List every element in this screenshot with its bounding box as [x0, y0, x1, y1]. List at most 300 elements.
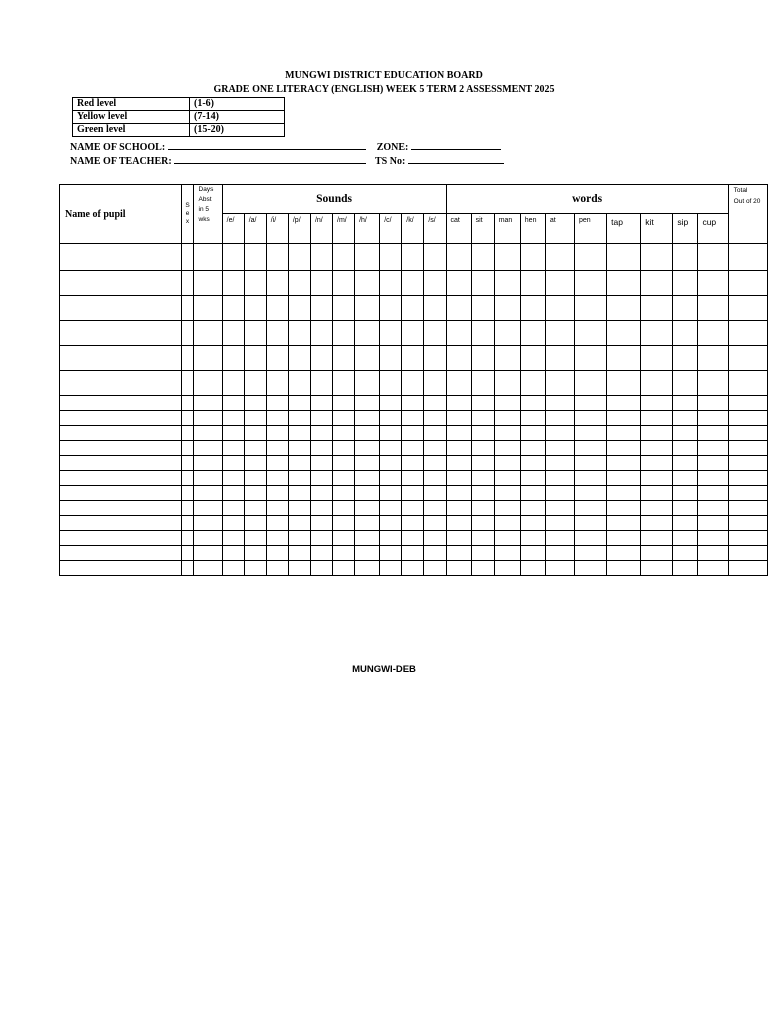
score-cell[interactable] [545, 501, 574, 516]
score-cell[interactable] [193, 486, 222, 501]
pupil-name-cell[interactable] [60, 426, 182, 441]
score-cell[interactable] [182, 456, 193, 471]
score-cell[interactable] [182, 546, 193, 561]
score-cell[interactable] [520, 321, 545, 346]
score-cell[interactable] [494, 501, 520, 516]
score-cell[interactable] [266, 244, 288, 271]
score-cell[interactable] [607, 296, 641, 321]
score-cell[interactable] [494, 244, 520, 271]
score-cell[interactable] [728, 561, 767, 576]
score-cell[interactable] [698, 296, 728, 321]
score-cell[interactable] [641, 441, 673, 456]
score-cell[interactable] [355, 271, 380, 296]
score-cell[interactable] [182, 486, 193, 501]
score-cell[interactable] [222, 441, 244, 456]
score-cell[interactable] [266, 531, 288, 546]
score-cell[interactable] [380, 561, 402, 576]
score-cell[interactable] [266, 371, 288, 396]
score-cell[interactable] [545, 471, 574, 486]
score-cell[interactable] [355, 396, 380, 411]
score-cell[interactable] [424, 486, 446, 501]
score-cell[interactable] [641, 426, 673, 441]
score-cell[interactable] [574, 296, 606, 321]
score-cell[interactable] [266, 441, 288, 456]
score-cell[interactable] [310, 561, 332, 576]
score-cell[interactable] [545, 321, 574, 346]
score-cell[interactable] [182, 471, 193, 486]
teacher-field[interactable] [174, 155, 366, 164]
score-cell[interactable] [494, 471, 520, 486]
score-cell[interactable] [288, 321, 310, 346]
score-cell[interactable] [310, 396, 332, 411]
score-cell[interactable] [673, 456, 698, 471]
score-cell[interactable] [424, 501, 446, 516]
score-cell[interactable] [288, 561, 310, 576]
score-cell[interactable] [728, 271, 767, 296]
score-cell[interactable] [182, 346, 193, 371]
score-cell[interactable] [244, 271, 266, 296]
score-cell[interactable] [244, 244, 266, 271]
score-cell[interactable] [607, 486, 641, 501]
score-cell[interactable] [310, 296, 332, 321]
score-cell[interactable] [355, 456, 380, 471]
score-cell[interactable] [193, 426, 222, 441]
score-cell[interactable] [520, 456, 545, 471]
score-cell[interactable] [424, 396, 446, 411]
score-cell[interactable] [310, 501, 332, 516]
score-cell[interactable] [355, 516, 380, 531]
score-cell[interactable] [446, 296, 471, 321]
score-cell[interactable] [244, 371, 266, 396]
score-cell[interactable] [574, 456, 606, 471]
score-cell[interactable] [673, 296, 698, 321]
score-cell[interactable] [244, 456, 266, 471]
score-cell[interactable] [193, 501, 222, 516]
score-cell[interactable] [471, 441, 494, 456]
score-cell[interactable] [288, 371, 310, 396]
score-cell[interactable] [193, 516, 222, 531]
score-cell[interactable] [446, 321, 471, 346]
score-cell[interactable] [244, 396, 266, 411]
score-cell[interactable] [244, 296, 266, 321]
score-cell[interactable] [355, 546, 380, 561]
score-cell[interactable] [266, 486, 288, 501]
score-cell[interactable] [494, 486, 520, 501]
score-cell[interactable] [520, 371, 545, 396]
score-cell[interactable] [446, 426, 471, 441]
score-cell[interactable] [333, 346, 355, 371]
score-cell[interactable] [424, 546, 446, 561]
pupil-name-cell[interactable] [60, 346, 182, 371]
score-cell[interactable] [402, 371, 424, 396]
score-cell[interactable] [673, 471, 698, 486]
score-cell[interactable] [380, 471, 402, 486]
score-cell[interactable] [333, 441, 355, 456]
score-cell[interactable] [244, 561, 266, 576]
score-cell[interactable] [355, 501, 380, 516]
score-cell[interactable] [310, 411, 332, 426]
score-cell[interactable] [244, 531, 266, 546]
score-cell[interactable] [446, 516, 471, 531]
score-cell[interactable] [310, 531, 332, 546]
score-cell[interactable] [266, 271, 288, 296]
score-cell[interactable] [673, 244, 698, 271]
score-cell[interactable] [545, 441, 574, 456]
score-cell[interactable] [607, 516, 641, 531]
score-cell[interactable] [673, 371, 698, 396]
score-cell[interactable] [380, 546, 402, 561]
score-cell[interactable] [244, 501, 266, 516]
score-cell[interactable] [607, 546, 641, 561]
score-cell[interactable] [288, 244, 310, 271]
score-cell[interactable] [641, 501, 673, 516]
score-cell[interactable] [545, 561, 574, 576]
score-cell[interactable] [641, 531, 673, 546]
score-cell[interactable] [574, 546, 606, 561]
score-cell[interactable] [641, 546, 673, 561]
score-cell[interactable] [333, 321, 355, 346]
score-cell[interactable] [471, 296, 494, 321]
score-cell[interactable] [494, 546, 520, 561]
score-cell[interactable] [222, 531, 244, 546]
score-cell[interactable] [728, 501, 767, 516]
score-cell[interactable] [402, 244, 424, 271]
score-cell[interactable] [333, 471, 355, 486]
score-cell[interactable] [574, 346, 606, 371]
score-cell[interactable] [424, 411, 446, 426]
score-cell[interactable] [520, 471, 545, 486]
score-cell[interactable] [494, 371, 520, 396]
score-cell[interactable] [310, 486, 332, 501]
score-cell[interactable] [607, 441, 641, 456]
score-cell[interactable] [574, 516, 606, 531]
score-cell[interactable] [288, 441, 310, 456]
score-cell[interactable] [193, 346, 222, 371]
pupil-name-cell[interactable] [60, 501, 182, 516]
score-cell[interactable] [266, 501, 288, 516]
score-cell[interactable] [266, 456, 288, 471]
score-cell[interactable] [288, 471, 310, 486]
score-cell[interactable] [698, 516, 728, 531]
score-cell[interactable] [471, 546, 494, 561]
score-cell[interactable] [520, 271, 545, 296]
score-cell[interactable] [494, 426, 520, 441]
score-cell[interactable] [574, 244, 606, 271]
score-cell[interactable] [446, 486, 471, 501]
score-cell[interactable] [446, 501, 471, 516]
score-cell[interactable] [355, 486, 380, 501]
score-cell[interactable] [520, 441, 545, 456]
score-cell[interactable] [641, 411, 673, 426]
score-cell[interactable] [310, 546, 332, 561]
score-cell[interactable] [333, 501, 355, 516]
score-cell[interactable] [574, 396, 606, 411]
score-cell[interactable] [446, 346, 471, 371]
score-cell[interactable] [607, 561, 641, 576]
score-cell[interactable] [728, 546, 767, 561]
score-cell[interactable] [471, 371, 494, 396]
score-cell[interactable] [574, 501, 606, 516]
score-cell[interactable] [288, 426, 310, 441]
score-cell[interactable] [266, 561, 288, 576]
score-cell[interactable] [288, 531, 310, 546]
score-cell[interactable] [193, 371, 222, 396]
score-cell[interactable] [193, 441, 222, 456]
score-cell[interactable] [494, 296, 520, 321]
score-cell[interactable] [193, 546, 222, 561]
score-cell[interactable] [310, 516, 332, 531]
pupil-name-cell[interactable] [60, 321, 182, 346]
score-cell[interactable] [266, 516, 288, 531]
score-cell[interactable] [424, 271, 446, 296]
score-cell[interactable] [471, 486, 494, 501]
score-cell[interactable] [402, 396, 424, 411]
score-cell[interactable] [424, 516, 446, 531]
pupil-name-cell[interactable] [60, 486, 182, 501]
score-cell[interactable] [288, 546, 310, 561]
score-cell[interactable] [182, 244, 193, 271]
score-cell[interactable] [266, 321, 288, 346]
score-cell[interactable] [545, 426, 574, 441]
score-cell[interactable] [310, 271, 332, 296]
score-cell[interactable] [607, 471, 641, 486]
score-cell[interactable] [494, 411, 520, 426]
score-cell[interactable] [222, 516, 244, 531]
pupil-name-cell[interactable] [60, 531, 182, 546]
score-cell[interactable] [545, 486, 574, 501]
score-cell[interactable] [545, 411, 574, 426]
score-cell[interactable] [574, 426, 606, 441]
score-cell[interactable] [402, 471, 424, 486]
score-cell[interactable] [355, 244, 380, 271]
score-cell[interactable] [471, 531, 494, 546]
score-cell[interactable] [673, 321, 698, 346]
score-cell[interactable] [222, 501, 244, 516]
score-cell[interactable] [574, 441, 606, 456]
score-cell[interactable] [641, 471, 673, 486]
score-cell[interactable] [402, 501, 424, 516]
score-cell[interactable] [222, 426, 244, 441]
score-cell[interactable] [728, 426, 767, 441]
score-cell[interactable] [244, 471, 266, 486]
score-cell[interactable] [673, 426, 698, 441]
score-cell[interactable] [607, 396, 641, 411]
pupil-name-cell[interactable] [60, 296, 182, 321]
score-cell[interactable] [182, 396, 193, 411]
score-cell[interactable] [355, 321, 380, 346]
score-cell[interactable] [545, 271, 574, 296]
score-cell[interactable] [607, 244, 641, 271]
score-cell[interactable] [545, 346, 574, 371]
score-cell[interactable] [355, 441, 380, 456]
score-cell[interactable] [333, 531, 355, 546]
score-cell[interactable] [222, 471, 244, 486]
score-cell[interactable] [673, 546, 698, 561]
score-cell[interactable] [698, 501, 728, 516]
score-cell[interactable] [380, 486, 402, 501]
score-cell[interactable] [607, 371, 641, 396]
score-cell[interactable] [333, 486, 355, 501]
score-cell[interactable] [471, 346, 494, 371]
score-cell[interactable] [193, 561, 222, 576]
score-cell[interactable] [355, 426, 380, 441]
score-cell[interactable] [380, 456, 402, 471]
score-cell[interactable] [728, 456, 767, 471]
score-cell[interactable] [193, 471, 222, 486]
score-cell[interactable] [728, 244, 767, 271]
score-cell[interactable] [380, 321, 402, 346]
score-cell[interactable] [266, 471, 288, 486]
score-cell[interactable] [698, 321, 728, 346]
pupil-name-cell[interactable] [60, 546, 182, 561]
score-cell[interactable] [182, 321, 193, 346]
score-cell[interactable] [355, 371, 380, 396]
score-cell[interactable] [607, 411, 641, 426]
score-cell[interactable] [222, 371, 244, 396]
score-cell[interactable] [380, 371, 402, 396]
score-cell[interactable] [446, 471, 471, 486]
pupil-name-cell[interactable] [60, 271, 182, 296]
score-cell[interactable] [494, 321, 520, 346]
score-cell[interactable] [520, 346, 545, 371]
score-cell[interactable] [380, 516, 402, 531]
score-cell[interactable] [641, 296, 673, 321]
score-cell[interactable] [355, 531, 380, 546]
score-cell[interactable] [333, 426, 355, 441]
score-cell[interactable] [698, 411, 728, 426]
score-cell[interactable] [266, 426, 288, 441]
score-cell[interactable] [520, 411, 545, 426]
score-cell[interactable] [222, 321, 244, 346]
score-cell[interactable] [333, 411, 355, 426]
score-cell[interactable] [698, 441, 728, 456]
score-cell[interactable] [545, 244, 574, 271]
score-cell[interactable] [471, 516, 494, 531]
pupil-name-cell[interactable] [60, 396, 182, 411]
pupil-name-cell[interactable] [60, 471, 182, 486]
score-cell[interactable] [380, 441, 402, 456]
score-cell[interactable] [673, 411, 698, 426]
score-cell[interactable] [698, 346, 728, 371]
score-cell[interactable] [545, 296, 574, 321]
score-cell[interactable] [222, 561, 244, 576]
score-cell[interactable] [222, 244, 244, 271]
score-cell[interactable] [266, 546, 288, 561]
score-cell[interactable] [494, 396, 520, 411]
score-cell[interactable] [446, 411, 471, 426]
score-cell[interactable] [288, 271, 310, 296]
score-cell[interactable] [641, 396, 673, 411]
score-cell[interactable] [380, 501, 402, 516]
score-cell[interactable] [424, 531, 446, 546]
pupil-name-cell[interactable] [60, 441, 182, 456]
score-cell[interactable] [222, 346, 244, 371]
score-cell[interactable] [333, 244, 355, 271]
score-cell[interactable] [288, 396, 310, 411]
score-cell[interactable] [728, 371, 767, 396]
score-cell[interactable] [182, 561, 193, 576]
score-cell[interactable] [222, 546, 244, 561]
score-cell[interactable] [310, 456, 332, 471]
score-cell[interactable] [698, 271, 728, 296]
score-cell[interactable] [288, 456, 310, 471]
score-cell[interactable] [182, 411, 193, 426]
score-cell[interactable] [574, 411, 606, 426]
score-cell[interactable] [641, 371, 673, 396]
score-cell[interactable] [520, 516, 545, 531]
score-cell[interactable] [641, 516, 673, 531]
score-cell[interactable] [288, 346, 310, 371]
pupil-name-cell[interactable] [60, 561, 182, 576]
score-cell[interactable] [402, 561, 424, 576]
score-cell[interactable] [728, 411, 767, 426]
score-cell[interactable] [424, 296, 446, 321]
score-cell[interactable] [244, 441, 266, 456]
score-cell[interactable] [266, 396, 288, 411]
score-cell[interactable] [333, 546, 355, 561]
score-cell[interactable] [424, 426, 446, 441]
score-cell[interactable] [193, 396, 222, 411]
score-cell[interactable] [673, 346, 698, 371]
score-cell[interactable] [607, 321, 641, 346]
score-cell[interactable] [446, 546, 471, 561]
score-cell[interactable] [471, 471, 494, 486]
score-cell[interactable] [494, 271, 520, 296]
score-cell[interactable] [193, 296, 222, 321]
score-cell[interactable] [310, 346, 332, 371]
score-cell[interactable] [266, 411, 288, 426]
score-cell[interactable] [446, 271, 471, 296]
score-cell[interactable] [641, 321, 673, 346]
score-cell[interactable] [244, 426, 266, 441]
score-cell[interactable] [244, 411, 266, 426]
score-cell[interactable] [446, 561, 471, 576]
score-cell[interactable] [494, 441, 520, 456]
score-cell[interactable] [545, 516, 574, 531]
score-cell[interactable] [424, 456, 446, 471]
score-cell[interactable] [333, 371, 355, 396]
pupil-name-cell[interactable] [60, 516, 182, 531]
score-cell[interactable] [244, 346, 266, 371]
score-cell[interactable] [380, 531, 402, 546]
score-cell[interactable] [673, 271, 698, 296]
score-cell[interactable] [673, 441, 698, 456]
score-cell[interactable] [266, 296, 288, 321]
score-cell[interactable] [494, 516, 520, 531]
score-cell[interactable] [520, 561, 545, 576]
score-cell[interactable] [244, 486, 266, 501]
score-cell[interactable] [698, 471, 728, 486]
score-cell[interactable] [182, 271, 193, 296]
score-cell[interactable] [402, 546, 424, 561]
score-cell[interactable] [193, 321, 222, 346]
score-cell[interactable] [574, 371, 606, 396]
score-cell[interactable] [244, 516, 266, 531]
score-cell[interactable] [545, 546, 574, 561]
score-cell[interactable] [607, 426, 641, 441]
score-cell[interactable] [698, 371, 728, 396]
score-cell[interactable] [641, 561, 673, 576]
score-cell[interactable] [574, 486, 606, 501]
score-cell[interactable] [355, 561, 380, 576]
score-cell[interactable] [698, 546, 728, 561]
score-cell[interactable] [673, 501, 698, 516]
score-cell[interactable] [310, 371, 332, 396]
score-cell[interactable] [698, 486, 728, 501]
score-cell[interactable] [380, 271, 402, 296]
score-cell[interactable] [698, 396, 728, 411]
score-cell[interactable] [222, 486, 244, 501]
